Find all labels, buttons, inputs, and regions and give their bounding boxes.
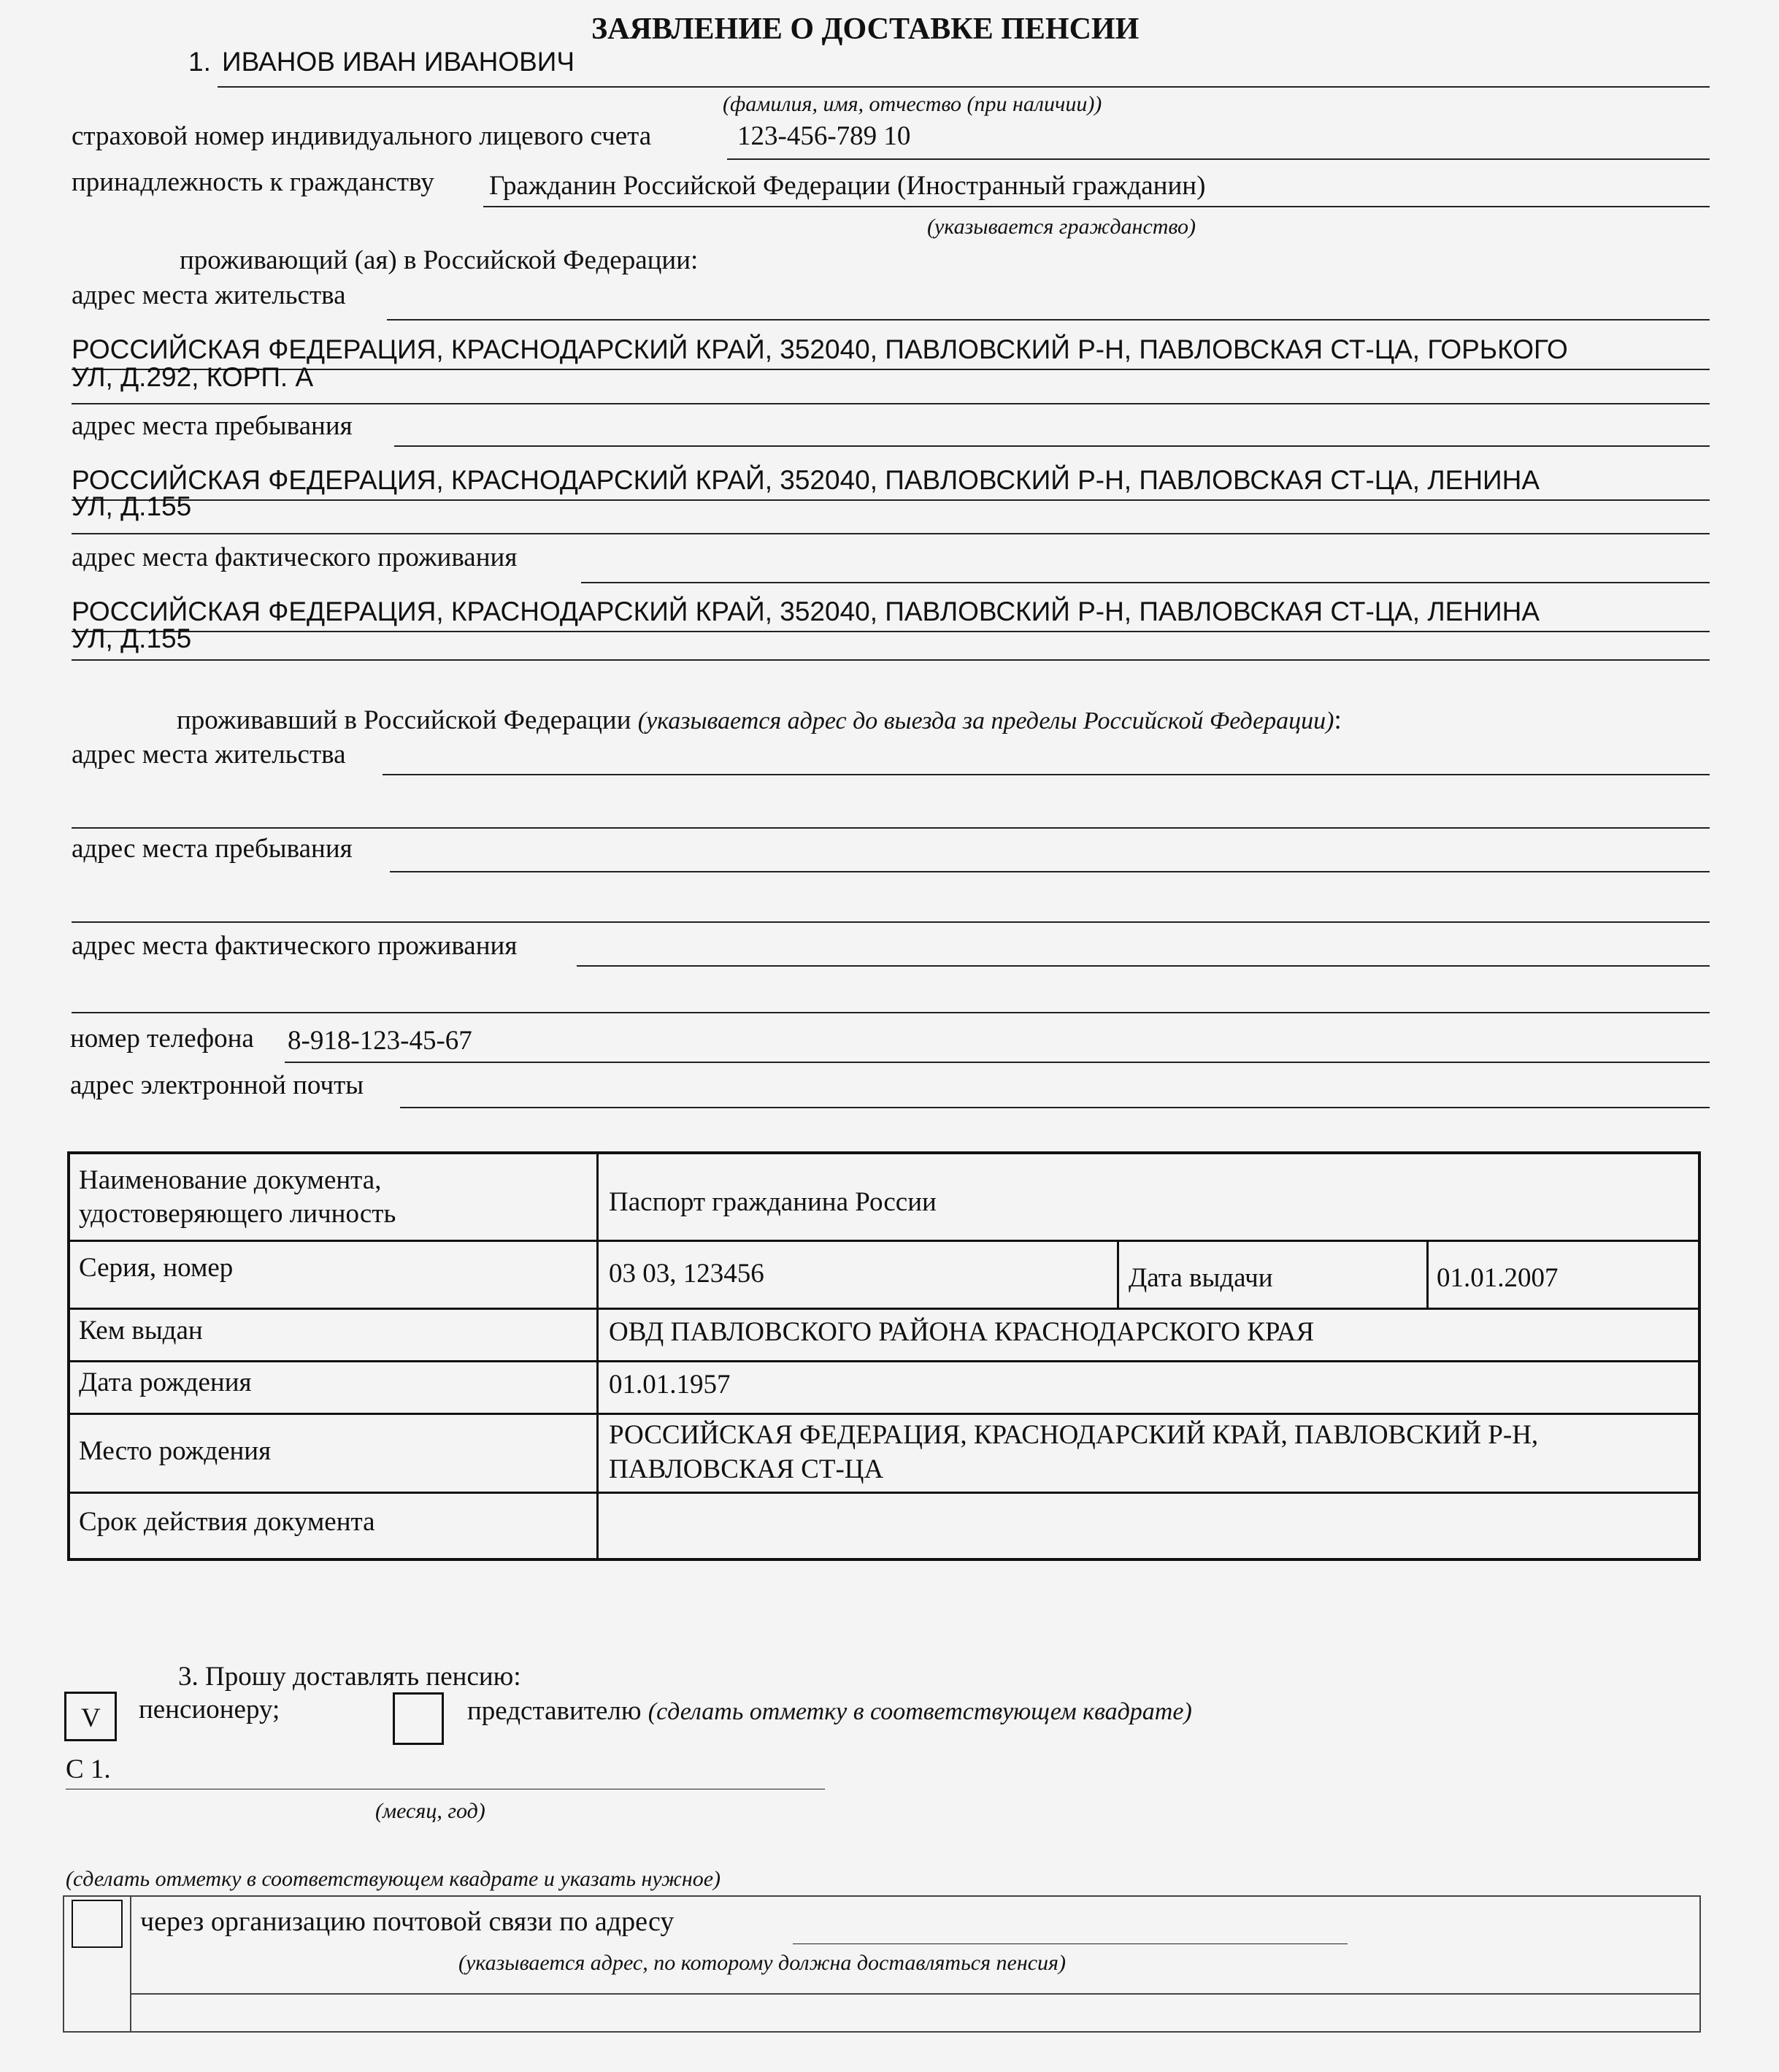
citizenship-label: принадлежность к гражданству — [72, 167, 434, 197]
representative-text: представителю — [467, 1696, 642, 1726]
doc-name-value: Паспорт гражданина России — [609, 1187, 937, 1217]
residence-address-line2: УЛ, Д.292, КОРП. А — [72, 362, 314, 392]
birth-place-label: Место рождения — [79, 1436, 272, 1466]
issued-by-label: Кем выдан — [79, 1316, 203, 1346]
snils-label: страховой номер индивидуального лицевого счета — [72, 121, 652, 151]
phone-value: 8-918-123-45-67 — [288, 1026, 472, 1056]
method-box-divider — [130, 1897, 131, 2031]
month-year-hint: (месяц, год) — [375, 1799, 485, 1823]
snils-value: 123-456-789 10 — [737, 121, 911, 151]
actual-label: адрес места фактического проживания — [72, 542, 518, 572]
doc-name-label-line2: удостоверяющего личность — [79, 1199, 396, 1229]
from-label: С 1. — [66, 1754, 111, 1784]
citizenship-value: Гражданин Российской Федерации (Иностранный гражданин) — [489, 171, 1206, 201]
post-address-hint: (указывается адрес, по которому должна доставляться пенсия) — [458, 1951, 1066, 1975]
phone-underline — [285, 1062, 1710, 1063]
stay-line2-underline — [72, 533, 1710, 534]
stay-label: адрес места пребывания — [72, 411, 353, 441]
stay-line1-underline — [72, 499, 1710, 501]
birth-place-line1: РОССИЙСКАЯ ФЕДЕРАЦИЯ, КРАСНОДАРСКИЙ КРАЙ, ПАВЛОВСКИЙ Р-Н, — [609, 1420, 1539, 1450]
resided-residence-label: адрес места жительства — [72, 740, 346, 770]
stay-address-line2: УЛ, Д.155 — [72, 491, 192, 521]
resided-actual-label: адрес места фактического проживания — [72, 931, 518, 961]
residing-heading: проживающий (ая) в Российской Федерации: — [180, 245, 699, 275]
resided-residence-extra-line — [72, 827, 1710, 829]
resided-stay-label: адрес места пребывания — [72, 834, 353, 864]
birth-date-label: Дата рождения — [79, 1367, 252, 1397]
actual-address-line2: УЛ, Д.155 — [72, 623, 192, 653]
actual-line1-underline — [72, 631, 1710, 632]
doc-name-label-line1: Наименование документа, — [79, 1165, 382, 1195]
validity-label: Срок действия документа — [79, 1507, 375, 1537]
full-name-value: ИВАНОВ ИВАН ИВАНОВИЧ — [222, 47, 575, 77]
table-row-divider — [70, 1308, 1701, 1310]
identity-document-table — [67, 1151, 1701, 1561]
stay-address-line1: РОССИЙСКАЯ ФЕДЕРАЦИЯ, КРАСНОДАРСКИЙ КРАЙ, 352040, ПАВЛОВСКИЙ Р-Н, ПАВЛОВСКАЯ СТ-ЦА, ЛЕНИНА — [72, 465, 1540, 495]
method-box-row-divider — [130, 1993, 1699, 1995]
table-column-divider — [1117, 1240, 1119, 1308]
actual-line2-underline — [72, 659, 1710, 661]
full-name-hint: (фамилия, имя, отчество (при наличии)) — [723, 92, 1102, 116]
resided-heading-colon: : — [1334, 705, 1342, 735]
residence-label: адрес места жительства — [72, 280, 346, 310]
resided-heading — [177, 705, 1342, 736]
issue-date-label: Дата выдачи — [1129, 1263, 1273, 1293]
residence-label-underline — [387, 319, 1710, 321]
actual-address-line1: РОССИЙСКАЯ ФЕДЕРАЦИЯ, КРАСНОДАРСКИЙ КРАЙ, 352040, ПАВЛОВСКИЙ Р-Н, ПАВЛОВСКАЯ СТ-ЦА, ЛЕНИНА — [72, 596, 1540, 626]
birth-date-value: 01.01.1957 — [609, 1370, 731, 1400]
actual-label-underline — [581, 582, 1710, 583]
representative-hint: (сделать отметку в соответствующем квадрате) — [648, 1698, 1192, 1725]
resided-stay-underline — [390, 871, 1710, 872]
email-underline — [400, 1107, 1710, 1108]
full-name-underline — [218, 86, 1710, 88]
form-title: ЗАЯВЛЕНИЕ О ДОСТАВКЕ ПЕНСИИ — [591, 12, 1140, 46]
pensioner-checkbox[interactable] — [64, 1692, 117, 1741]
resided-stay-extra-line — [72, 921, 1710, 923]
snils-underline — [727, 158, 1710, 160]
representative-checkbox[interactable] — [393, 1692, 444, 1745]
stay-label-underline — [394, 445, 1710, 447]
table-row-divider — [70, 1360, 1701, 1362]
phone-label: номер телефона — [70, 1024, 254, 1054]
table-row-divider — [70, 1492, 1701, 1494]
issued-by-value: ОВД ПАВЛОВСКОГО РАЙОНА КРАСНОДАРСКОГО КРАЯ — [609, 1317, 1315, 1347]
item-number: 1. — [188, 47, 211, 77]
delivery-heading: 3. Прошу доставлять пенсию: — [178, 1662, 521, 1692]
citizenship-hint: (указывается гражданство) — [927, 215, 1196, 239]
resided-actual-extra-line — [72, 1012, 1710, 1013]
resided-heading-hint: (указывается адрес до выезда за пределы Российской Федерации) — [637, 707, 1334, 734]
citizenship-underline — [483, 206, 1710, 207]
residence-line1-underline — [72, 369, 1710, 370]
residence-address-line1: РОССИЙСКАЯ ФЕДЕРАЦИЯ, КРАСНОДАРСКИЙ КРАЙ, 352040, ПАВЛОВСКИЙ Р-Н, ПАВЛОВСКАЯ СТ-ЦА, ГОРЬКОГО — [72, 334, 1568, 364]
post-office-label: через организацию почтовой связи по адресу — [140, 1906, 675, 1937]
checkmark-v: V — [81, 1703, 101, 1733]
method-hint: (сделать отметку в соответствующем квадрате и указать нужное) — [66, 1867, 721, 1891]
resided-actual-underline — [577, 965, 1710, 967]
series-label: Серия, номер — [79, 1253, 234, 1283]
pensioner-label: пенсионеру; — [139, 1695, 280, 1724]
table-column-divider — [1426, 1240, 1429, 1308]
resided-residence-underline — [383, 774, 1710, 775]
issue-date-value: 01.01.2007 — [1437, 1263, 1559, 1293]
email-label: адрес электронной почты — [70, 1070, 364, 1100]
residence-line2-underline — [72, 403, 1710, 404]
table-column-divider — [596, 1154, 599, 1561]
representative-label — [467, 1695, 1192, 1727]
series-value: 03 03, 123456 — [609, 1259, 764, 1289]
resided-heading-text: проживавший в Российской Федерации — [177, 705, 631, 735]
post-office-checkbox[interactable] — [72, 1900, 123, 1948]
birth-place-line2: ПАВЛОВСКАЯ СТ-ЦА — [609, 1454, 884, 1484]
table-row-divider — [70, 1240, 1701, 1242]
table-row-divider — [70, 1413, 1701, 1415]
